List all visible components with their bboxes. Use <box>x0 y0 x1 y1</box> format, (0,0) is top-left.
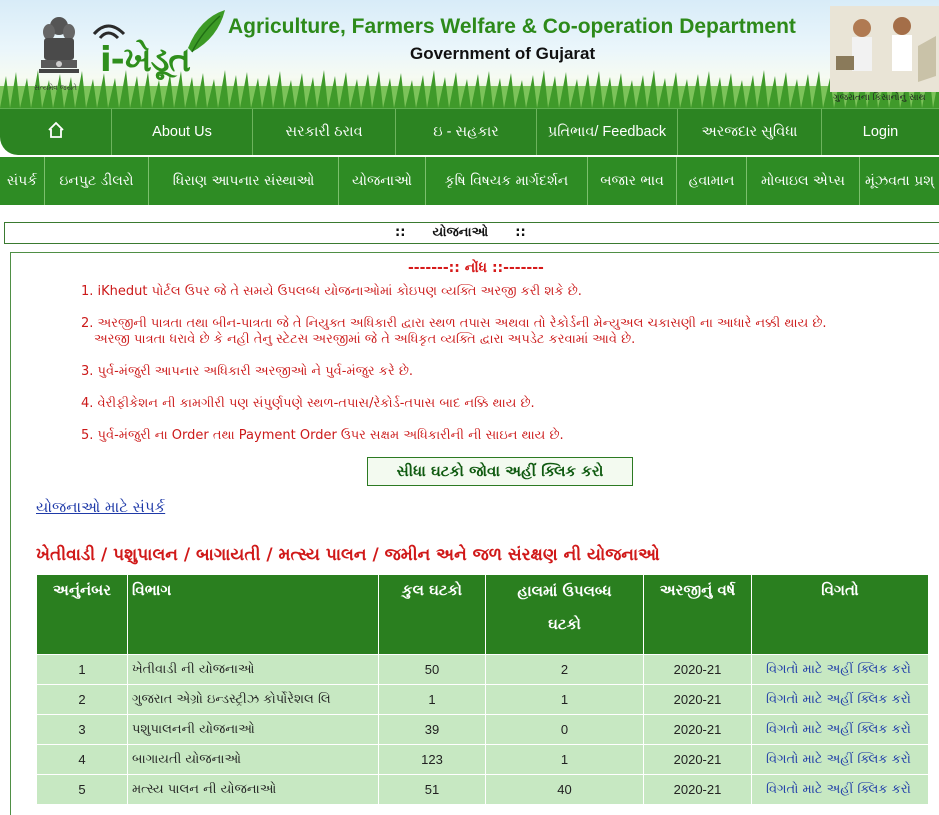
cell-year: 2020-21 <box>644 655 752 685</box>
cell-total: 50 <box>379 655 486 685</box>
schemes-heading: ખેતીવાડી / પશુપાલન / બાગાયતી / મત્સ્ય પાલન / જમીન અને જળ સંરક્ષણ ની યોજનાઓ <box>36 545 660 565</box>
header-department: વિભાગ <box>128 575 379 655</box>
tagline: ગુજરાતના કિસાનોનું સાથ <box>833 93 926 103</box>
header-application-year: અરજીનું વર્ષ <box>644 575 752 655</box>
subnav-market-price[interactable]: બજાર ભાવ <box>587 157 676 205</box>
table-row <box>37 775 929 805</box>
cell-total: 1 <box>379 685 486 715</box>
cell-serial: 5 <box>37 775 128 805</box>
cell-department: પશુપાલનની યોજનાઓ <box>128 715 379 745</box>
subnav-input-dealers[interactable]: ઇનપુટ ડીલરો <box>44 157 148 205</box>
cell-available: 1 <box>486 685 644 715</box>
subnav-lending-institutions[interactable]: ધિરાણ આપનાર સંસ્થાઓ <box>148 157 338 205</box>
nav-applicant-facility[interactable]: અરજદાર સુવિધા <box>677 109 821 155</box>
header-total-components: કુલ ઘટકો <box>379 575 486 655</box>
cell-serial: 2 <box>37 685 128 715</box>
cell-total: 51 <box>379 775 486 805</box>
nav-e-sahakar[interactable]: ઇ - સહકાર <box>395 109 536 155</box>
note-item-5: 5. પુર્વ-મંજુરી ના Order તથા Payment Order ઉપર સક્ષમ અધિકારીની ની સાઇન થાય છે. <box>81 428 564 443</box>
details-link[interactable]: વિગતો માટે અહીં ક્લિક કરો <box>752 715 929 745</box>
cell-available: 2 <box>486 655 644 685</box>
main-nav <box>0 108 939 155</box>
department-title: Agriculture, Farmers Welfare & Co-operation Department <box>228 15 796 38</box>
note-item-4: 4. વેરીફીકેશન ની કામગીરી પણ સંપુર્ણપણે સ્થળ-તપાસ/રેકોર્ડ-તપાસ બાદ નક્કિ થાય છે. <box>81 396 535 411</box>
home-icon <box>46 120 66 140</box>
ikhedut-logo-text: i-ખેડૂત <box>100 40 190 80</box>
subnav-mobile-apps[interactable]: મોબાઇલ એપ્સ <box>746 157 859 205</box>
cell-serial: 3 <box>37 715 128 745</box>
cell-available: 0 <box>486 715 644 745</box>
note-item-2: 2. અરજીની પાત્રતા તથા બીન-પાત્રતા જે તે નિયુક્ત અધિકારી દ્વારા સ્થળ તપાસ અથવા તો રેકોર્ડની મેન્યુઅલ ચકાસણી ના આધારે નક્કી થાય છે. <box>81 316 827 331</box>
details-link[interactable]: વિગતો માટે અહીં ક્લિક કરો <box>752 655 929 685</box>
subnav-contact[interactable]: સંપર્ક <box>6 173 38 189</box>
cell-department: ગુજરાત એગ્રો ઇન્ડસ્ટ્રીઝ કોર્પોરેશલ લિ <box>128 685 379 715</box>
cell-year: 2020-21 <box>644 715 752 745</box>
cell-year: 2020-21 <box>644 685 752 715</box>
cell-serial: 1 <box>37 655 128 685</box>
table-header-row <box>37 575 929 655</box>
cell-total: 39 <box>379 715 486 745</box>
details-link[interactable]: વિગતો માટે અહીં ક્લિક કરો <box>752 685 929 715</box>
details-link[interactable]: વિગતો માટે અહીં ક્લિક કરો <box>752 775 929 805</box>
farmers-illustration-icon <box>830 6 939 92</box>
nav-home[interactable] <box>0 109 111 155</box>
view-components-button[interactable]: સીધા ઘટકો જોવા અહીં ક્લિક કરો <box>367 457 633 486</box>
cell-department: બાગાયતી યોજનાઓ <box>128 745 379 775</box>
table-row <box>37 655 929 685</box>
cell-total: 123 <box>379 745 486 775</box>
table-row <box>37 745 929 775</box>
section-title-bar <box>4 222 939 244</box>
header-serial-number: અનુંનંબર <box>37 575 128 655</box>
nav-about-us[interactable]: About Us <box>111 109 252 155</box>
header-details: વિગતો <box>752 575 929 655</box>
schemes-contact-link[interactable]: યોજનાઓ માટે સંપર્ક <box>36 498 166 516</box>
cell-year: 2020-21 <box>644 775 752 805</box>
nav-government-resolution[interactable]: સરકારી ઠરાવ <box>252 109 395 155</box>
nav-login[interactable]: Login <box>821 109 939 155</box>
header-banner <box>0 0 939 108</box>
note-item-2-continued: અરજી પાત્રતા ધરાવે છે કે નહી તેનુ સ્ટેટસ અરજીમાં જે તે અધિકૃત વ્યક્તિ દ્વારા અપડેટ કરવામાં આવે છે. <box>94 332 636 347</box>
note-item-1: 1. iKhedut પોર્ટલ ઉપર જે તે સમયે ઉપલબ્ધ યોજનાઓમાં કોઇપણ વ્યક્તિ અરજી કરી શકે છે. <box>81 284 582 299</box>
header-available-label: હાલમાં ઉપલબ્ધ <box>517 582 612 600</box>
notes-title: -------:: નોંધ ::------- <box>408 260 544 276</box>
schemes-table <box>36 574 929 805</box>
subnav-faq[interactable]: મૂંઝવતા પ્રશ્ <box>859 157 939 205</box>
emblem-caption: સત્યમેવ જયતે <box>34 84 77 92</box>
details-link[interactable]: વિગતો માટે અહીં ક્લિક કરો <box>752 745 929 775</box>
cell-available: 1 <box>486 745 644 775</box>
cell-year: 2020-21 <box>644 745 752 775</box>
subnav-schemes[interactable]: યોજનાઓ <box>338 157 425 205</box>
emblem-icon <box>36 14 82 88</box>
cell-department: મત્સ્ય પાલન ની યોજનાઓ <box>128 775 379 805</box>
note-item-3: 3. પુર્વ-મંજુરી આપનાર અધિકારી અરજીઓ ને પુર્વ-મંજુર કરે છે. <box>81 364 414 379</box>
cell-department: ખેતીવાડી ની યોજનાઓ <box>128 655 379 685</box>
nav-feedback[interactable]: પ્રતિભાવ/ Feedback <box>536 109 677 155</box>
subnav-weather[interactable]: હવામાન <box>676 157 746 205</box>
subnav-agri-guidance[interactable]: કૃષિ વિષયક માર્ગદર્શન <box>425 157 587 205</box>
cell-serial: 4 <box>37 745 128 775</box>
table-row <box>37 715 929 745</box>
header-components-label: ઘટકો <box>548 615 581 633</box>
government-title: Government of Gujarat <box>410 44 596 63</box>
section-title: :: યોજનાઓ :: <box>395 225 526 240</box>
sub-nav <box>0 155 939 205</box>
table-row <box>37 685 929 715</box>
header-available-components <box>486 575 644 655</box>
cell-available: 40 <box>486 775 644 805</box>
